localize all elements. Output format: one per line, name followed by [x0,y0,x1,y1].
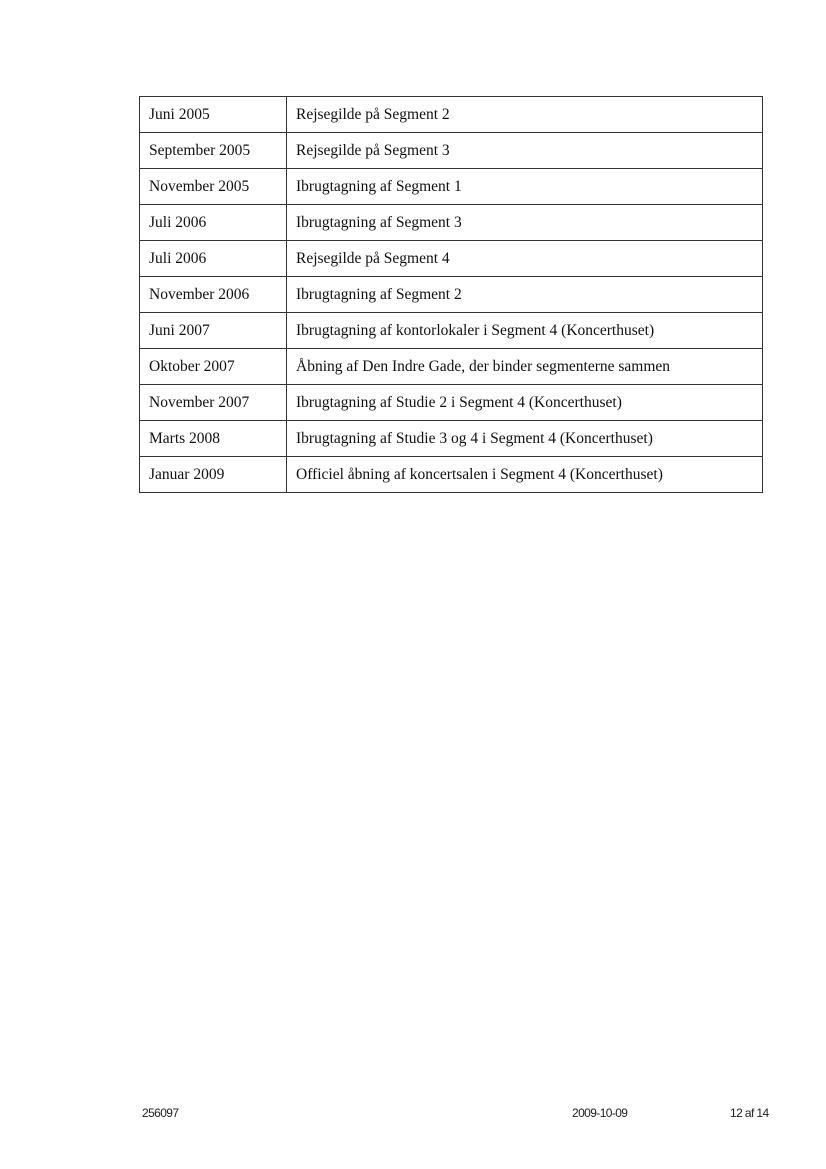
row-date: Januar 2009 [140,457,287,493]
row-event: Ibrugtagning af Studie 3 og 4 i Segment 4 (Koncerthuset) [287,421,763,457]
row-event: Officiel åbning af koncertsalen i Segment 4 (Koncerthuset) [287,457,763,493]
table-row [140,205,763,241]
table-row [140,277,763,313]
row-date: Juni 2005 [140,97,287,133]
row-event: Ibrugtagning af Segment 2 [287,277,763,313]
row-event: Ibrugtagning af kontorlokaler i Segment 4 (Koncerthuset) [287,313,763,349]
row-event: Rejsegilde på Segment 4 [287,241,763,277]
row-date: November 2007 [140,385,287,421]
row-event: Rejsegilde på Segment 3 [287,133,763,169]
table-row [140,313,763,349]
row-date: Marts 2008 [140,421,287,457]
row-date: November 2006 [140,277,287,313]
table-row [140,385,763,421]
row-event: Ibrugtagning af Segment 3 [287,205,763,241]
table-row [140,241,763,277]
row-date: Juni 2007 [140,313,287,349]
table-row [140,97,763,133]
row-date: Juli 2006 [140,241,287,277]
row-date: November 2005 [140,169,287,205]
table-row [140,421,763,457]
row-date: Juli 2006 [140,205,287,241]
table-row [140,349,763,385]
table-row [140,169,763,205]
row-event: Ibrugtagning af Segment 1 [287,169,763,205]
timeline-table [139,96,763,493]
row-event: Åbning af Den Indre Gade, der binder segmenterne sammen [287,349,763,385]
timeline-body [140,97,763,493]
row-event: Rejsegilde på Segment 2 [287,97,763,133]
row-date: Oktober 2007 [140,349,287,385]
row-date: September 2005 [140,133,287,169]
table-row [140,457,763,493]
table-row [140,133,763,169]
footer-page-number: 12 af 14 [730,1106,769,1120]
footer-doc-number: 256097 [142,1106,179,1120]
footer-date: 2009-10-09 [572,1106,628,1120]
row-event: Ibrugtagning af Studie 2 i Segment 4 (Koncerthuset) [287,385,763,421]
